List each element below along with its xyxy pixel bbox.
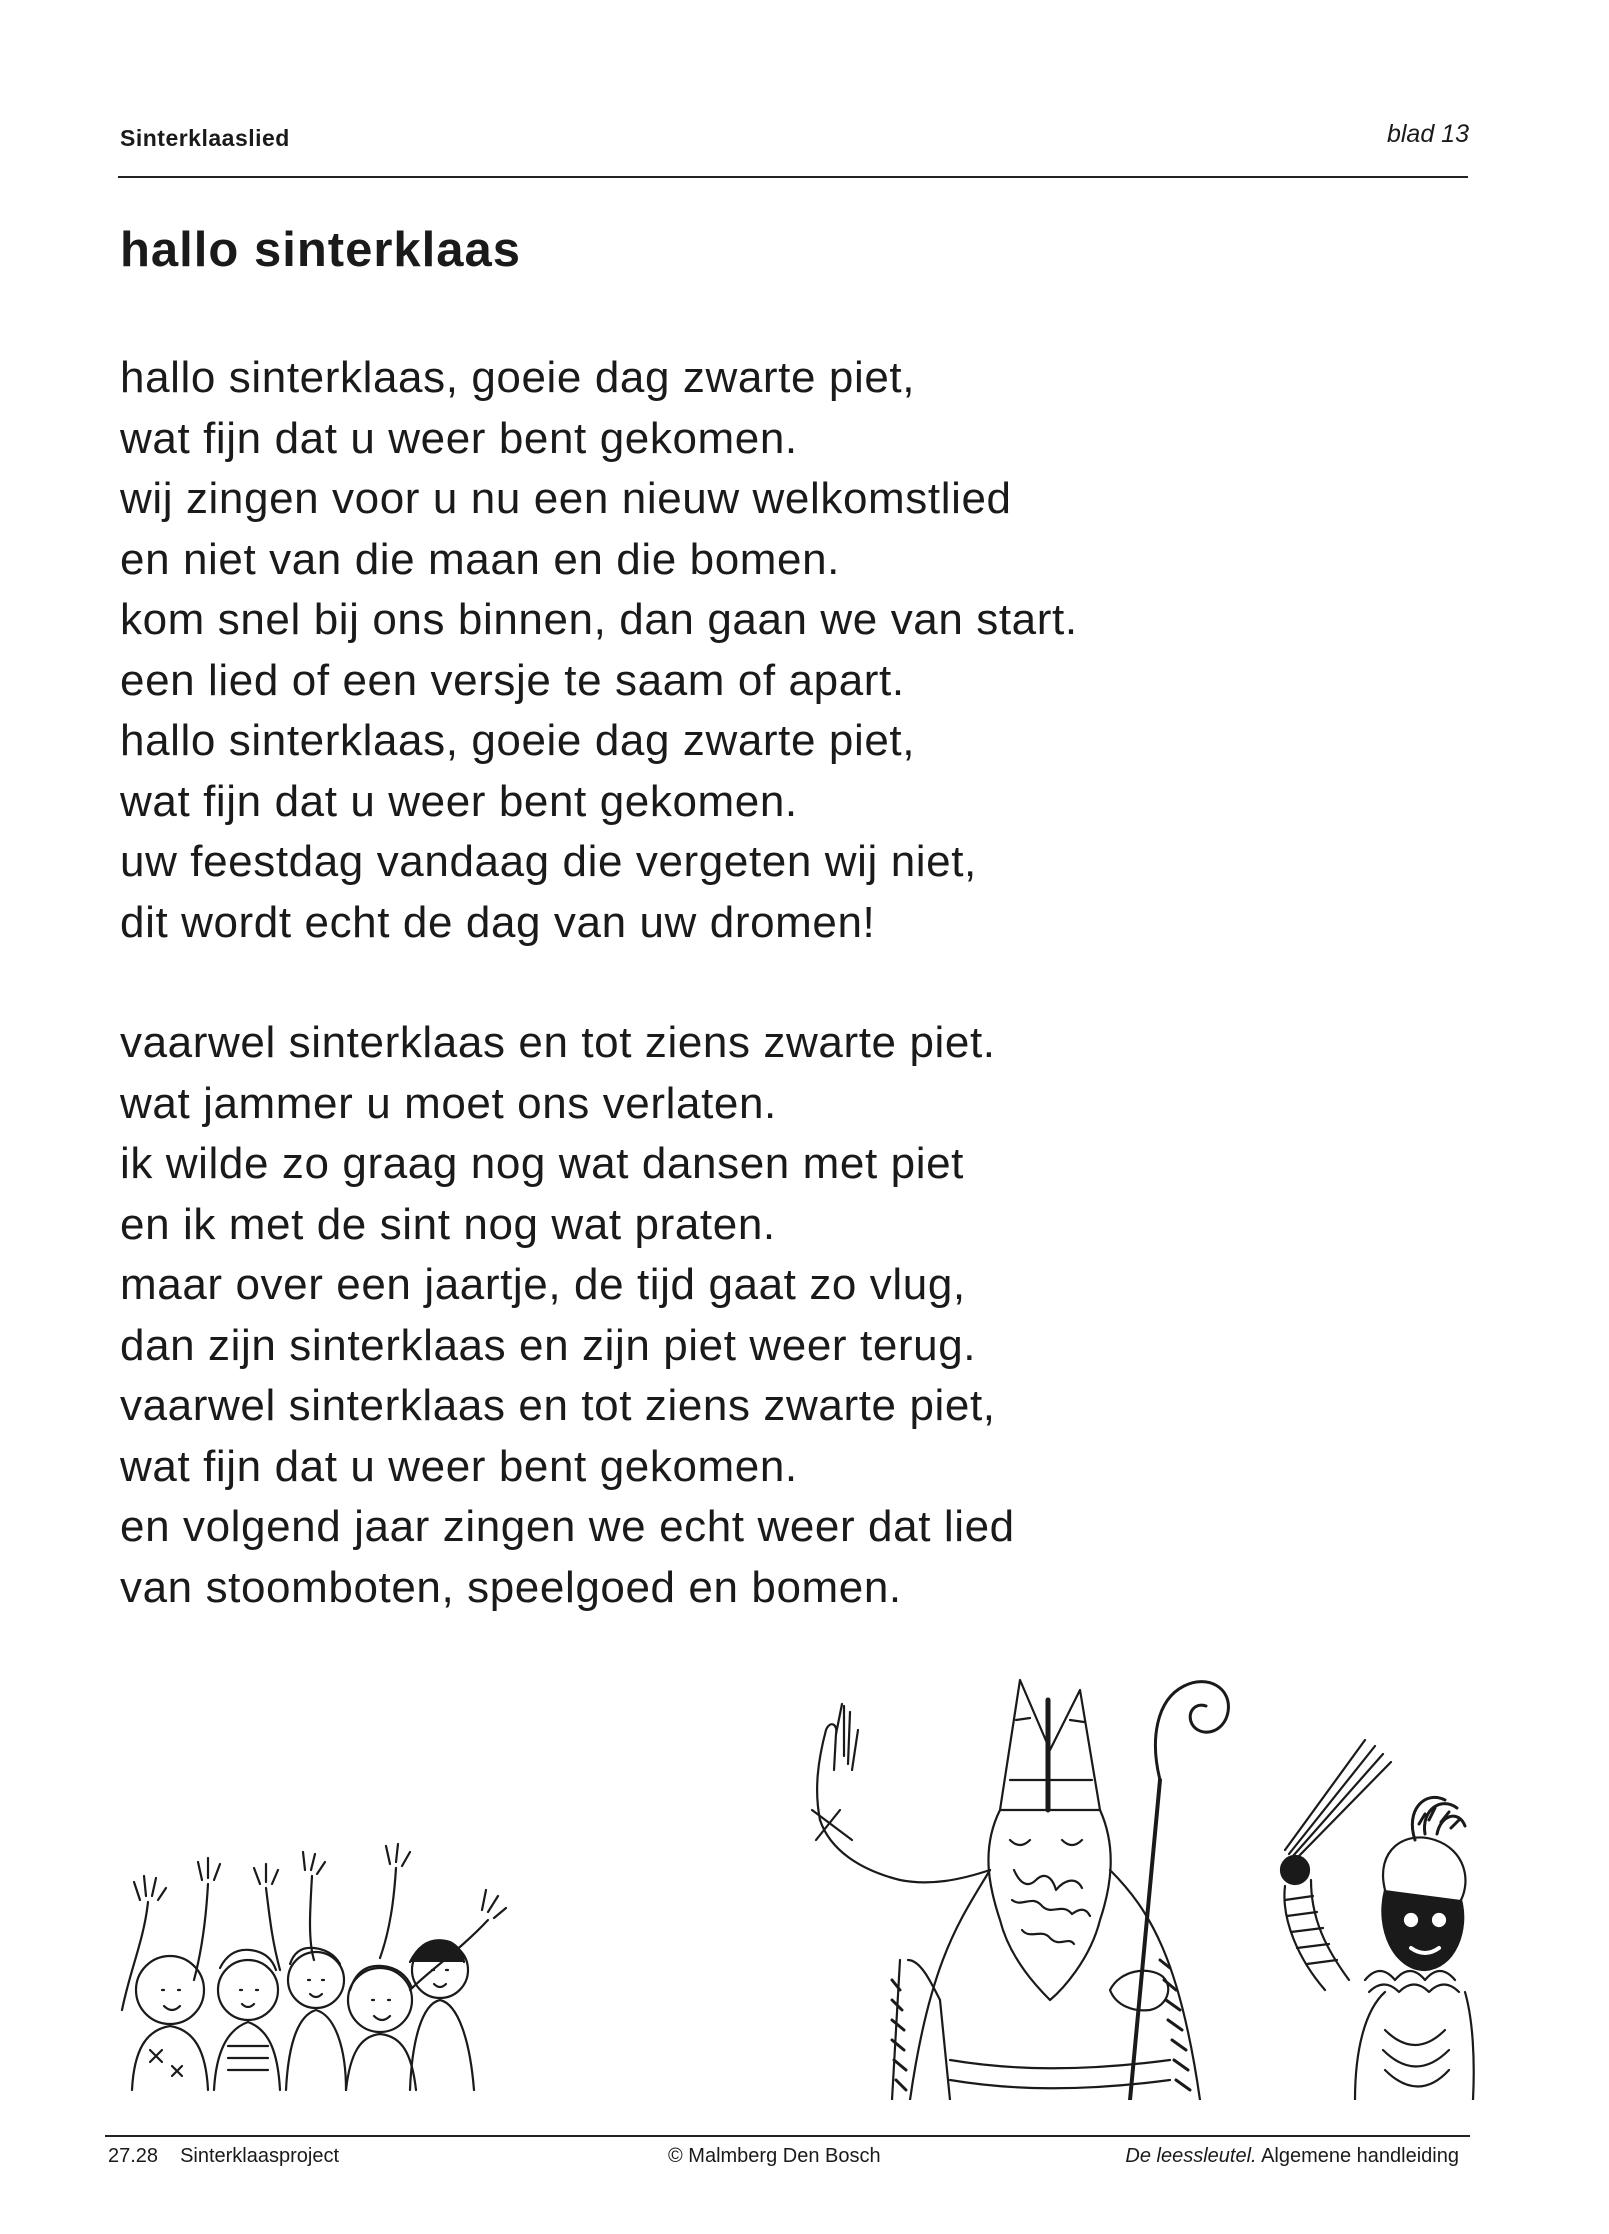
verse-line: hallo sinterklaas, goeie dag zwarte piet,	[120, 353, 916, 402]
verse-1	[120, 348, 1078, 953]
verse-line: hallo sinterklaas, goeie dag zwarte piet,	[120, 716, 916, 765]
verse-line: vaarwel sinterklaas en tot ziens zwarte piet.	[120, 1018, 996, 1067]
footer-publication-title: De leessleutel.	[1125, 2145, 1257, 2167]
footer-code: 27.28	[108, 2145, 159, 2167]
footer-right	[1125, 2145, 1459, 2168]
page-number: blad 13	[1386, 120, 1469, 148]
verse-line: wij zingen voor u nu een nieuw welkomstlied	[120, 474, 1012, 523]
verse-line: uw feestdag vandaag die vergeten wij niet,	[120, 837, 977, 886]
children-illustration	[110, 1840, 570, 2100]
verse-line: van stoomboten, speelgoed en bomen.	[120, 1562, 902, 1612]
footer-divider	[105, 2135, 1470, 2137]
sinterklaas-illustration	[800, 1660, 1250, 2100]
verse-line: ik wilde zo graag nog wat dansen met piet	[120, 1139, 964, 1188]
verse-line: maar over een jaartje, de tijd gaat zo vlug,	[120, 1260, 966, 1309]
footer-publication-subtitle: Algemene handleiding	[1261, 2145, 1459, 2167]
header-divider	[118, 176, 1468, 178]
verse-line: wat fijn dat u weer bent gekomen.	[120, 413, 798, 463]
verse-line: wat jammer u moet ons verlaten.	[120, 1078, 777, 1128]
verse-line: en ik met de sint nog wat praten.	[120, 1199, 776, 1249]
running-header-title: Sinterklaaslied	[120, 125, 290, 151]
verse-line: dan zijn sinterklaas en zijn piet weer terug.	[120, 1320, 977, 1370]
verse-line: wat fijn dat u weer bent gekomen.	[120, 1441, 798, 1491]
footer-left	[108, 2145, 339, 2168]
verse-line: en volgend jaar zingen we echt weer dat lied	[120, 1502, 1015, 1551]
verse-2	[120, 1013, 1015, 1618]
verse-line: en niet van die maan en die bomen.	[120, 534, 840, 584]
verse-line: dit wordt echt de dag van uw dromen!	[120, 897, 876, 947]
verse-line: vaarwel sinterklaas en tot ziens zwarte piet,	[120, 1381, 996, 1430]
verse-line: kom snel bij ons binnen, dan gaan we van start.	[120, 595, 1078, 644]
verse-line: wat fijn dat u weer bent gekomen.	[120, 776, 798, 826]
piet-illustration	[1215, 1730, 1475, 2100]
song-title: hallo sinterklaas	[120, 223, 522, 277]
footer-copyright: © Malmberg Den Bosch	[668, 2145, 881, 2167]
footer-project: Sinterklaasproject	[180, 2145, 340, 2167]
verse-line: een lied of een versje te saam of apart.	[120, 655, 905, 705]
